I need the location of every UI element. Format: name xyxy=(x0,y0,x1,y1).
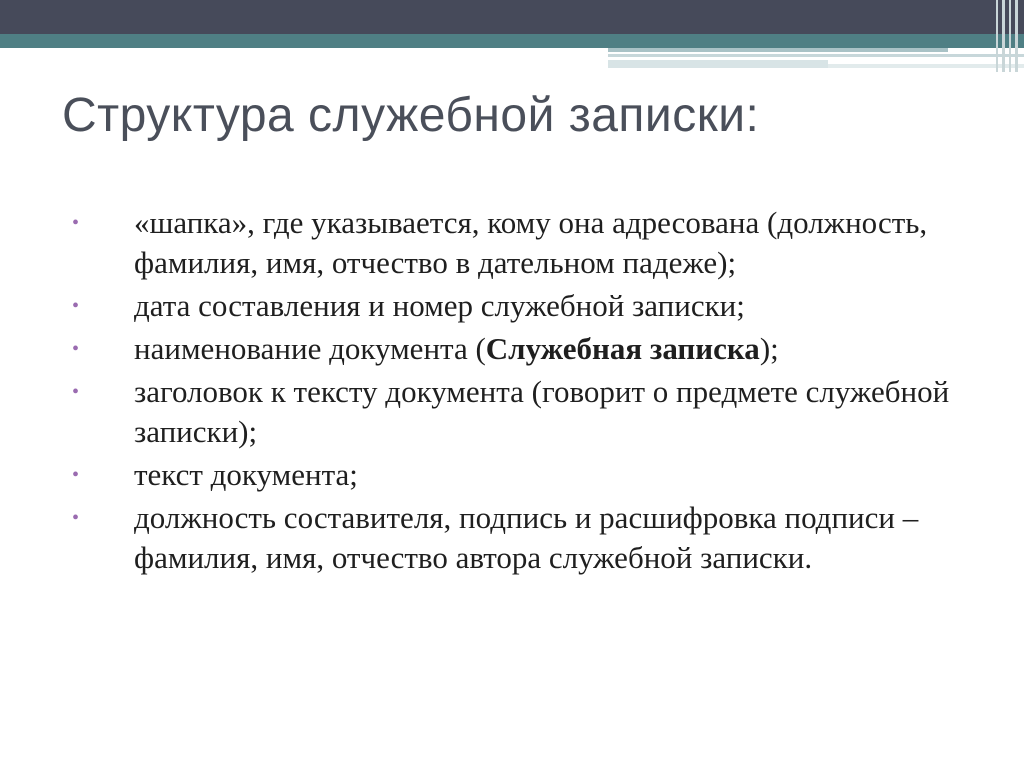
bullet-list xyxy=(72,203,952,581)
header-corner-lines xyxy=(990,0,1024,72)
corner-line xyxy=(1009,0,1011,72)
header-band-teal xyxy=(0,34,1024,48)
header-stripe xyxy=(608,60,828,68)
list-item xyxy=(72,498,952,578)
bullet-icon: • xyxy=(72,507,80,529)
corner-line xyxy=(1002,0,1005,72)
document-name-bold: Служебная записка xyxy=(485,331,760,366)
bullet-icon: • xyxy=(72,381,80,403)
corner-line xyxy=(1015,0,1018,72)
header-band-dark xyxy=(0,0,1024,34)
list-item xyxy=(72,286,952,326)
list-item-text: должность составителя, подпись и расшифровка подписи – фамилия, имя, отчество автора служебной записки. xyxy=(134,500,919,575)
bullet-icon: • xyxy=(72,295,80,317)
list-item-text: наименование документа ( xyxy=(134,331,486,366)
slide-title: Структура служебной записки: xyxy=(62,89,760,142)
list-item-text: текст документа; xyxy=(134,457,358,492)
corner-line xyxy=(996,0,998,72)
list-item xyxy=(72,455,952,495)
bullet-icon: • xyxy=(72,338,80,360)
bullet-icon: • xyxy=(72,464,80,486)
header-stripe xyxy=(608,48,948,52)
list-item-text: заголовок к тексту документа (говорит о предмете служебной записки); xyxy=(134,374,950,449)
list-item xyxy=(72,329,952,369)
list-item-text: дата составления и номер служебной записки; xyxy=(134,288,745,323)
list-item-text-end: ); xyxy=(759,331,779,366)
list-item xyxy=(72,372,952,452)
list-item xyxy=(72,203,952,283)
bullet-icon: • xyxy=(72,212,80,234)
header-stripe xyxy=(608,54,1024,57)
list-item-text: «шапка», где указывается, кому она адресована (должность, фамилия, имя, отчество в дательном падеже); xyxy=(134,205,928,280)
